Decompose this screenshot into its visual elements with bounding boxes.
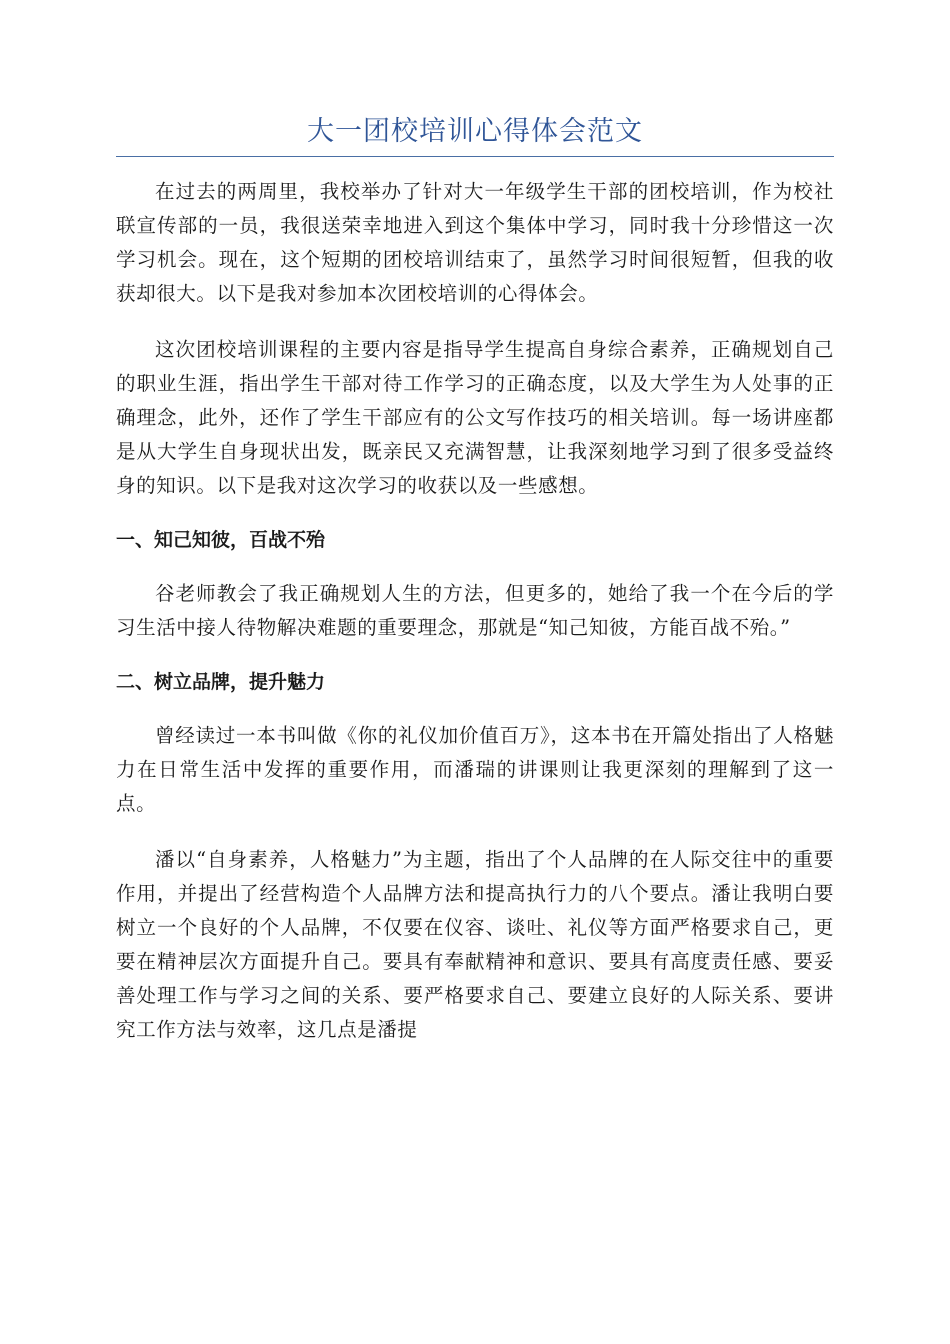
section-2-paragraph-2: 潘以“自身素养，人格魅力”为主题，指出了个人品牌的在人际交往中的重要作用，并提出了经营构造个人品牌方法和提高执行力的八个要点。潘让我明白要树立一个良好的个人品牌，不仅要在仪容、谈吐、礼仪等方面严格要求自己，更要在精神层次方面提升自己。要具有奉献精神和意识、要具有高度责任感、要妥善处理工作与学习之间的关系、要严格要求自己、要建立良好的人际关系、要讲究工作方法与效率，这几点是潘提	[116, 848, 834, 1041]
section-heading-2: 二、树立品牌，提升魅力	[116, 671, 326, 693]
title-block	[116, 112, 834, 157]
page-title: 大一团校培训心得体会范文	[307, 116, 643, 147]
intro-paragraph-2: 这次团校培训课程的主要内容是指导学生提高自身综合素养，正确规划自己的职业生涯，指出学生干部对待工作学习的正确态度，以及大学生为人处事的正确理念，此外，还作了学生干部应有的公文写作技巧的相关培训。每一场讲座都是从大学生自身现状出发，既亲民又充满智慧，让我深刻地学习到了很多受益终身的知识。以下是我对这次学习的收获以及一些感想。	[116, 338, 834, 497]
section-1-paragraph-1: 谷老师教会了我正确规划人生的方法，但更多的，她给了我一个在今后的学习生活中接人待物解决难题的重要理念，那就是“知己知彼，方能百战不殆。”	[116, 582, 834, 639]
intro-paragraph-1: 在过去的两周里，我校举办了针对大一年级学生干部的团校培训，作为校社联宣传部的一员，我很送荣幸地进入到这个集体中学习，同时我十分珍惜这一次学习机会。现在，这个短期的团校培训结束了，虽然学习时间很短暂，但我的收获却很大。以下是我对参加本次团校培训的心得体会。	[116, 180, 834, 305]
section-2-paragraph-1: 曾经读过一本书叫做《你的礼仪加价值百万》，这本书在开篇处指出了人格魅力在日常生活中发挥的重要作用，而潘瑞的讲课则让我更深刻的理解到了这一点。	[116, 724, 834, 815]
section-heading-1: 一、知己知彼，百战不殆	[116, 529, 326, 551]
document-body	[116, 175, 834, 1047]
